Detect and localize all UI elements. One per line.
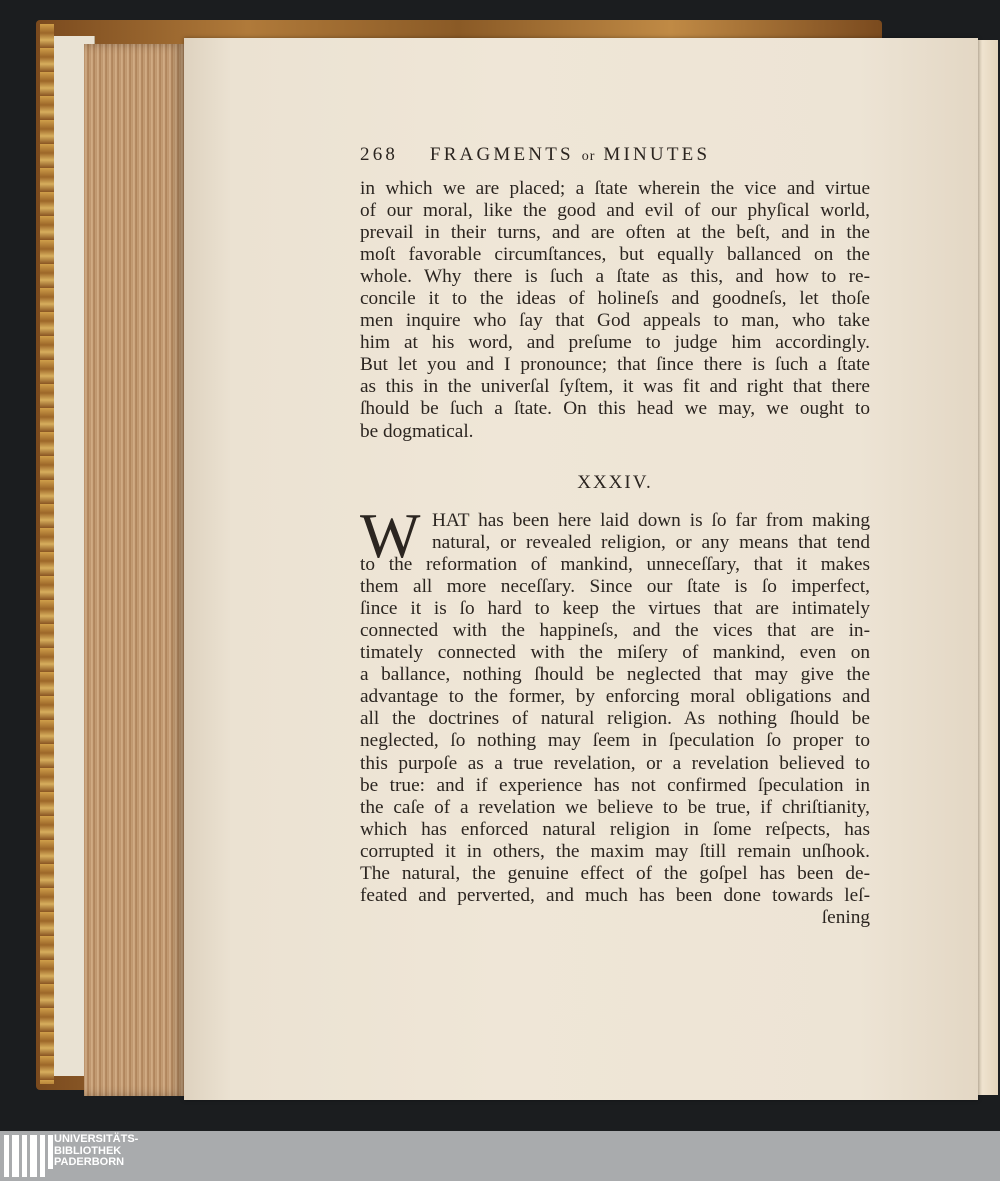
text-line: But let you and I pronounce; that ſince there is ſuch a ſtate [360,354,870,376]
text-line: him at his word, and preſume to judge him accordingly. [360,332,870,354]
running-header [360,144,800,166]
text-line: timately connected with the miſery of mankind, even on [360,642,870,664]
header-title-2: MINUTES [603,144,711,165]
text-line: corrupted it in others, the maxim may ſtill remain unſhook. [360,840,870,862]
text-line: all the doctrines of natural religion. As nothing ſhould be [360,708,870,730]
text-line: The natural, the genuine effect of the goſpel has been de- [360,862,870,884]
text-line: natural, or revealed religion, or any means that tend [432,532,870,554]
text-line: connected with the happineſs, and the vices that are in- [360,620,870,642]
text-line: men inquire who ſay that God appeals to man, who take [360,310,870,332]
text-line: moſt favorable circumſtances, but equally ballanced on the [360,244,870,266]
page-number: 268 [360,144,399,165]
text-line: in which we are placed; a ſtate wherein the vice and virtue [360,178,870,199]
library-logo-icon [4,1135,53,1177]
library-name-line: BIBLIOTHEK [54,1144,122,1157]
library-name-line: PADERBORN [54,1156,125,1168]
text-line: neglected, ſo nothing may ſeem in ſpeculation ſo proper to [360,730,870,752]
header-title-1: FRAGMENTS [429,144,574,165]
text-line: to the reformation of mankind, unneceſſary, that it makes [360,554,870,576]
text-line: be dogmatical. [360,420,474,442]
text-line: ſince it is ſo hard to keep the virtues that are intimately [360,598,870,620]
header-connector: or [581,149,596,164]
library-name [54,1134,138,1169]
text-line: ſhould be ſuch a ſtate. On this head we may, we ought to [360,398,870,420]
catchword: ſening [821,906,870,928]
page-block-edge [84,44,184,1096]
section-paragraph [360,500,870,929]
text-line: whole. Why there is ſuch a ſtate as this, and how to re- [360,266,870,288]
drop-cap: W [360,500,421,571]
text-line: advantage to the former, by enforcing moral obligations and [360,686,870,708]
text-line: them all more neceſſary. Since our ſtate is ſo imperfect, [360,576,870,598]
library-name-line: UNIVERSITÄTS- [54,1133,139,1145]
text-line: as this in the univerſal ſyſtem, it was fit and right that there [360,376,870,398]
text-line: of our moral, like the good and evil of our phyſical world, [360,200,870,222]
library-footer [0,1131,1000,1181]
text-line: feated and perverted, and much has been done towards leſ- [360,884,870,906]
text-line: HAT has been here laid down is ſo far from making [432,510,870,531]
text-line: be true: and if experience has not confirmed ſpeculation in [360,774,870,796]
text-line: prevail in their turns, and are often at the beſt, and in the [360,222,870,244]
top-paragraph [360,178,870,443]
text-line: concile it to the ideas of holineſs and goodneſs, let thoſe [360,288,870,310]
text-line: a ballance, nothing ſhould be neglected that may give the [360,664,870,686]
section-number: XXXIV. [577,472,653,493]
gilt-edge [40,24,54,1084]
text-line: which has enforced natural religion in ſome reſpects, has [360,818,870,840]
text-line: this purpoſe as a true revelation, or a revelation believed to [360,752,870,774]
text-line: the caſe of a revelation we believe to be true, if chriſtianity, [360,796,870,818]
